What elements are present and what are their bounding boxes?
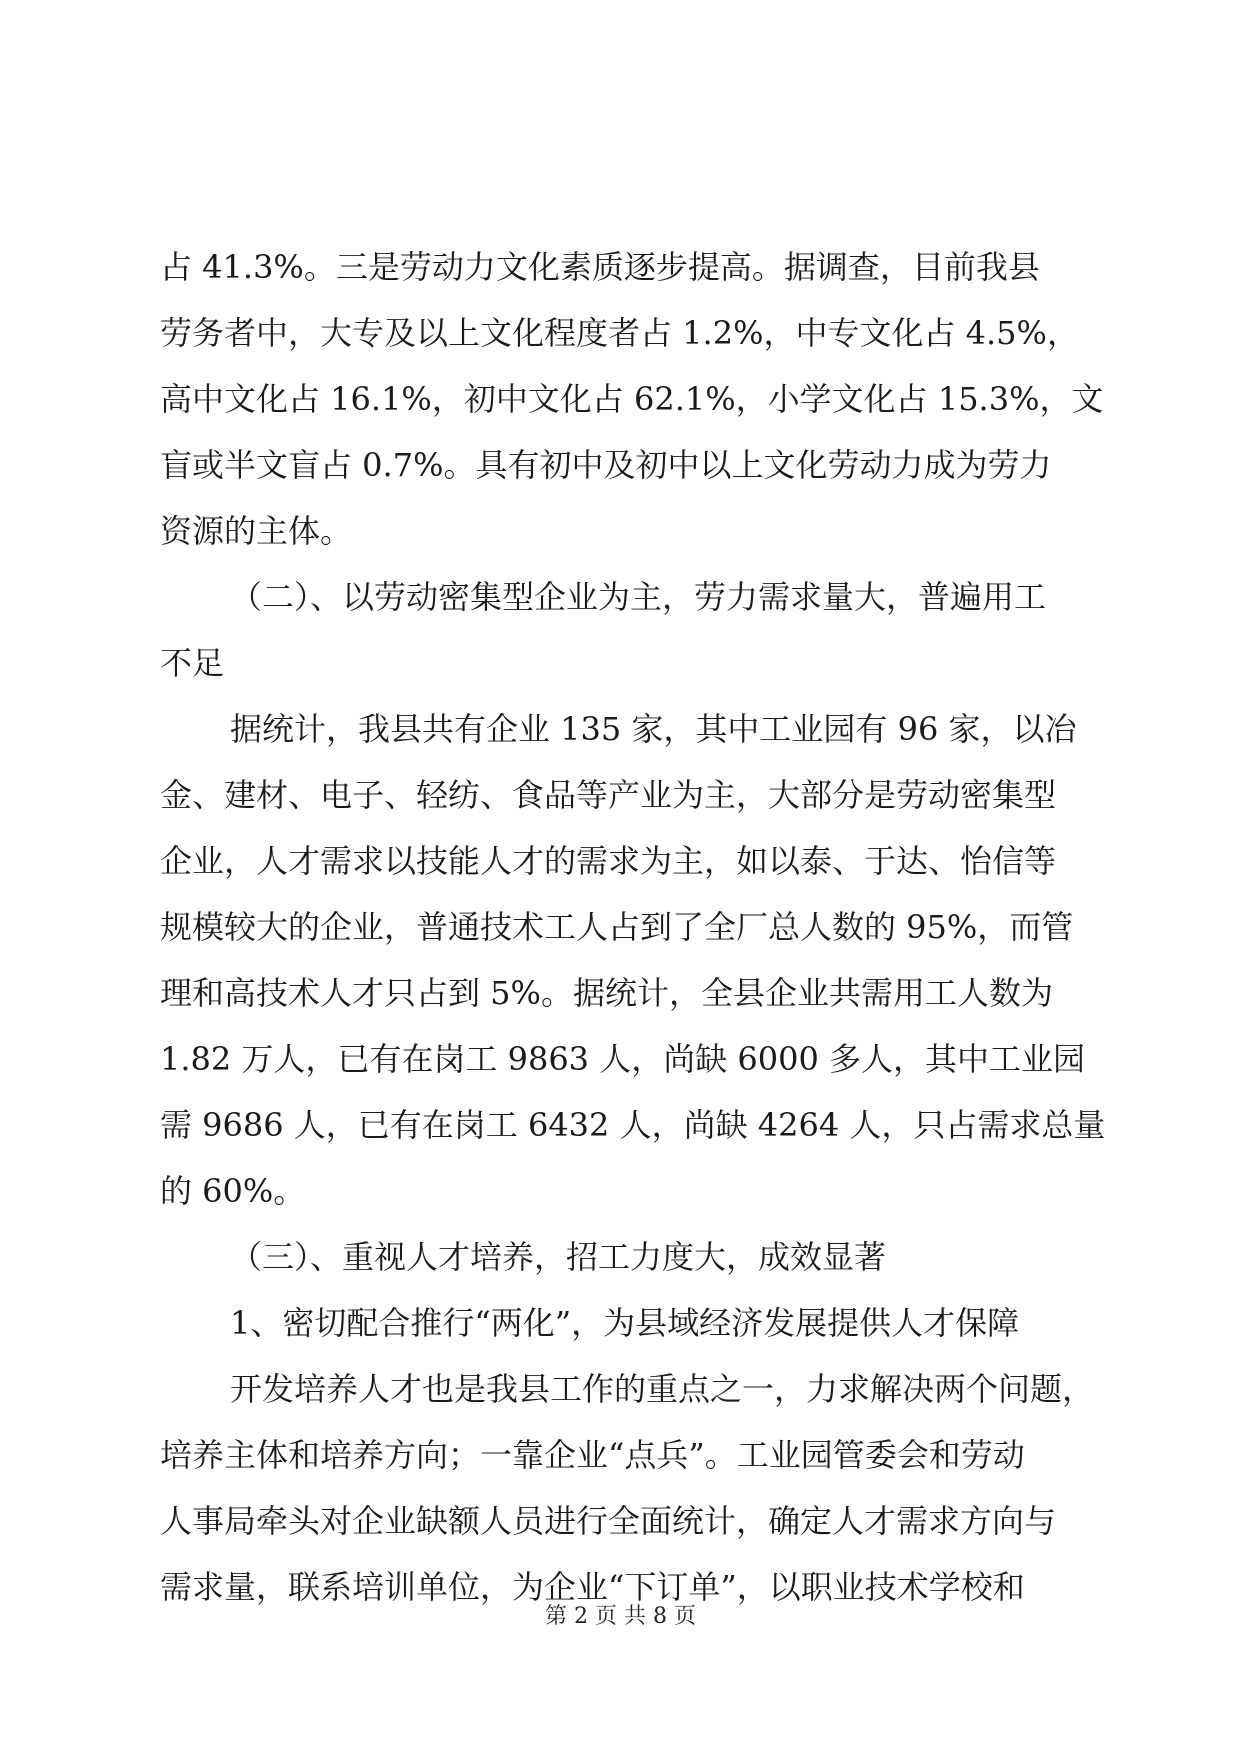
text-line: 人事局牵头对企业缺额人员进行全面统计，确定人才需求方向与 [160,1502,1057,1540]
text-line: 1.82 万人，已有在岗工 9863 人，尚缺 6000 多人，其中工业园 [160,1040,1085,1078]
text-line: 企业，人才需求以技能人才的需求为主，如以泰、于达、怡信等 [160,842,1057,880]
text-line: 需求量，联系培训单位，为企业“下订单”，以职业技术学校和 [160,1568,1025,1606]
text-line: 理和高技术人才只占到 5%。据统计，全县企业共需用工人数为 [160,974,1053,1012]
section-heading-2: （二）、以劳动密集型企业为主，劳力需求量大，普遍用工 [230,578,1047,616]
text-line: 的 60%。 [160,1172,306,1210]
text-line: 占 41.3%。三是劳动力文化素质逐步提高。据调查，目前我县 [160,248,1040,286]
text-line: 需 9686 人，已有在岗工 6432 人，尚缺 4264 人，只占需求总量 [160,1106,1106,1144]
document-body [160,234,1106,1620]
paragraph-start: 据统计，我县共有企业 135 家，其中工业园有 96 家，以冶 [230,710,1077,748]
text-line: 规模较大的企业，普通技术工人占到了全厂总人数的 95%，而管 [160,908,1074,946]
text-line: 金、建材、电子、轻纺、食品等产业为主，大部分是劳动密集型 [160,776,1057,814]
page-number-label: 第 2 页 共 8 页 [545,1604,696,1629]
text-line: 资源的主体。 [160,512,353,550]
paragraph-start: 开发培养人才也是我县工作的重点之一，力求解决两个问题， [230,1370,1095,1408]
text-line: 劳务者中，大专及以上文化程度者占 1.2%，中专文化占 4.5%， [160,314,1079,352]
subsection-heading-1: 1、密切配合推行“两化”，为县域经济发展提供人才保障 [230,1304,1020,1342]
section-heading-3: （三）、重视人才培养，招工力度大，成效显著 [230,1238,887,1276]
text-line: 盲或半文盲占 0.7%。具有初中及初中以上文化劳动力成为劳力 [160,446,1052,484]
section-heading-2-cont: 不足 [160,644,225,682]
page-footer [0,1602,1241,1632]
text-line: 培养主体和培养方向；一靠企业“点兵”。工业园管委会和劳动 [160,1436,1025,1474]
text-line: 高中文化占 16.1%，初中文化占 62.1%，小学文化占 15.3%，文 [160,380,1104,418]
